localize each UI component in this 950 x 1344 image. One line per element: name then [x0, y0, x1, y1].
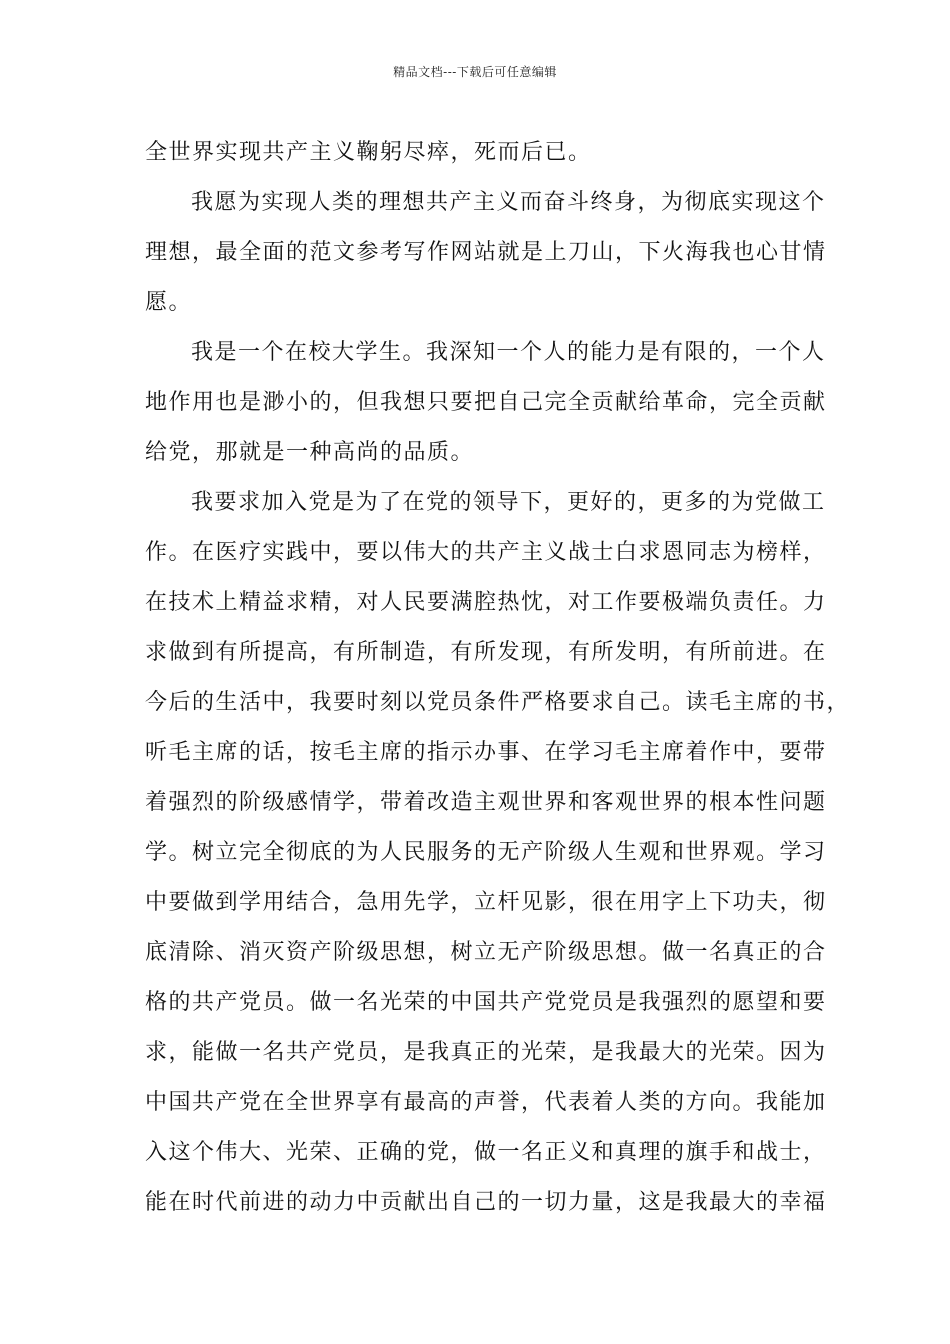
document-body — [145, 128, 851, 1228]
text-line: 全世界实现共产主义鞠躬尽瘁，死而后已。 — [145, 140, 592, 165]
text-line: 格的共产党员。做一名光荣的中国共产党党员是我强烈的愿望和要 — [145, 990, 827, 1015]
page-header: 精品文档---下载后可任意编辑 — [393, 65, 557, 79]
text-line: 能在时代前进的动力中贡献出自己的一切力量，这是我最大的幸福 — [145, 1190, 827, 1215]
text-line: 中国共产党在全世界享有最高的声誉，代表着人类的方向。我能加 — [145, 1090, 827, 1115]
text-line: 听毛主席的话，按毛主席的指示办事、在学习毛主席着作中，要带 — [145, 740, 827, 765]
text-line: 理想，最全面的范文参考写作网站就是上刀山，下火海我也心甘情 — [145, 240, 827, 265]
text-line: 入这个伟大、光荣、正确的党，做一名正义和真理的旗手和战士， — [145, 1140, 827, 1165]
text-line: 求，能做一名共产党员，是我真正的光荣，是我最大的光荣。因为 — [145, 1040, 827, 1065]
text-line: 地作用也是渺小的，但我想只要把自己完全贡献给革命，完全贡献 — [145, 390, 827, 415]
text-line: 求做到有所提高，有所制造，有所发现，有所发明，有所前进。在 — [145, 640, 827, 665]
text-line: 学。树立完全彻底的为人民服务的无产阶级人生观和世界观。学习 — [145, 840, 827, 865]
text-line: 底清除、消灭资产阶级思想，树立无产阶级思想。做一名真正的合 — [145, 940, 827, 965]
text-line: 中要做到学用结合，急用先学，立杆见影，很在用字上下功夫，彻 — [145, 890, 827, 915]
text-line: 作。在医疗实践中，要以伟大的共产主义战士白求恩同志为榜样， — [145, 540, 827, 565]
paragraph-start-line: 我愿为实现人类的理想共产主义而奋斗终身，为彻底实现这个 — [191, 190, 826, 215]
text-line: 今后的生活中，我要时刻以党员条件严格要求自己。读毛主席的书， — [145, 690, 851, 715]
text-line: 愿。 — [145, 290, 193, 315]
paragraph-start-line: 我要求加入党是为了在党的领导下，更好的，更多的为党做工 — [191, 490, 826, 515]
paragraph-start-line: 我是一个在校大学生。我深知一个人的能力是有限的，一个人 — [191, 340, 826, 365]
text-line: 给党，那就是一种高尚的品质。 — [145, 440, 475, 465]
text-line: 在技术上精益求精，对人民要满腔热忱，对工作要极端负责任。力 — [145, 590, 827, 615]
text-line: 着强烈的阶级感情学，带着改造主观世界和客观世界的根本性问题 — [145, 790, 827, 815]
